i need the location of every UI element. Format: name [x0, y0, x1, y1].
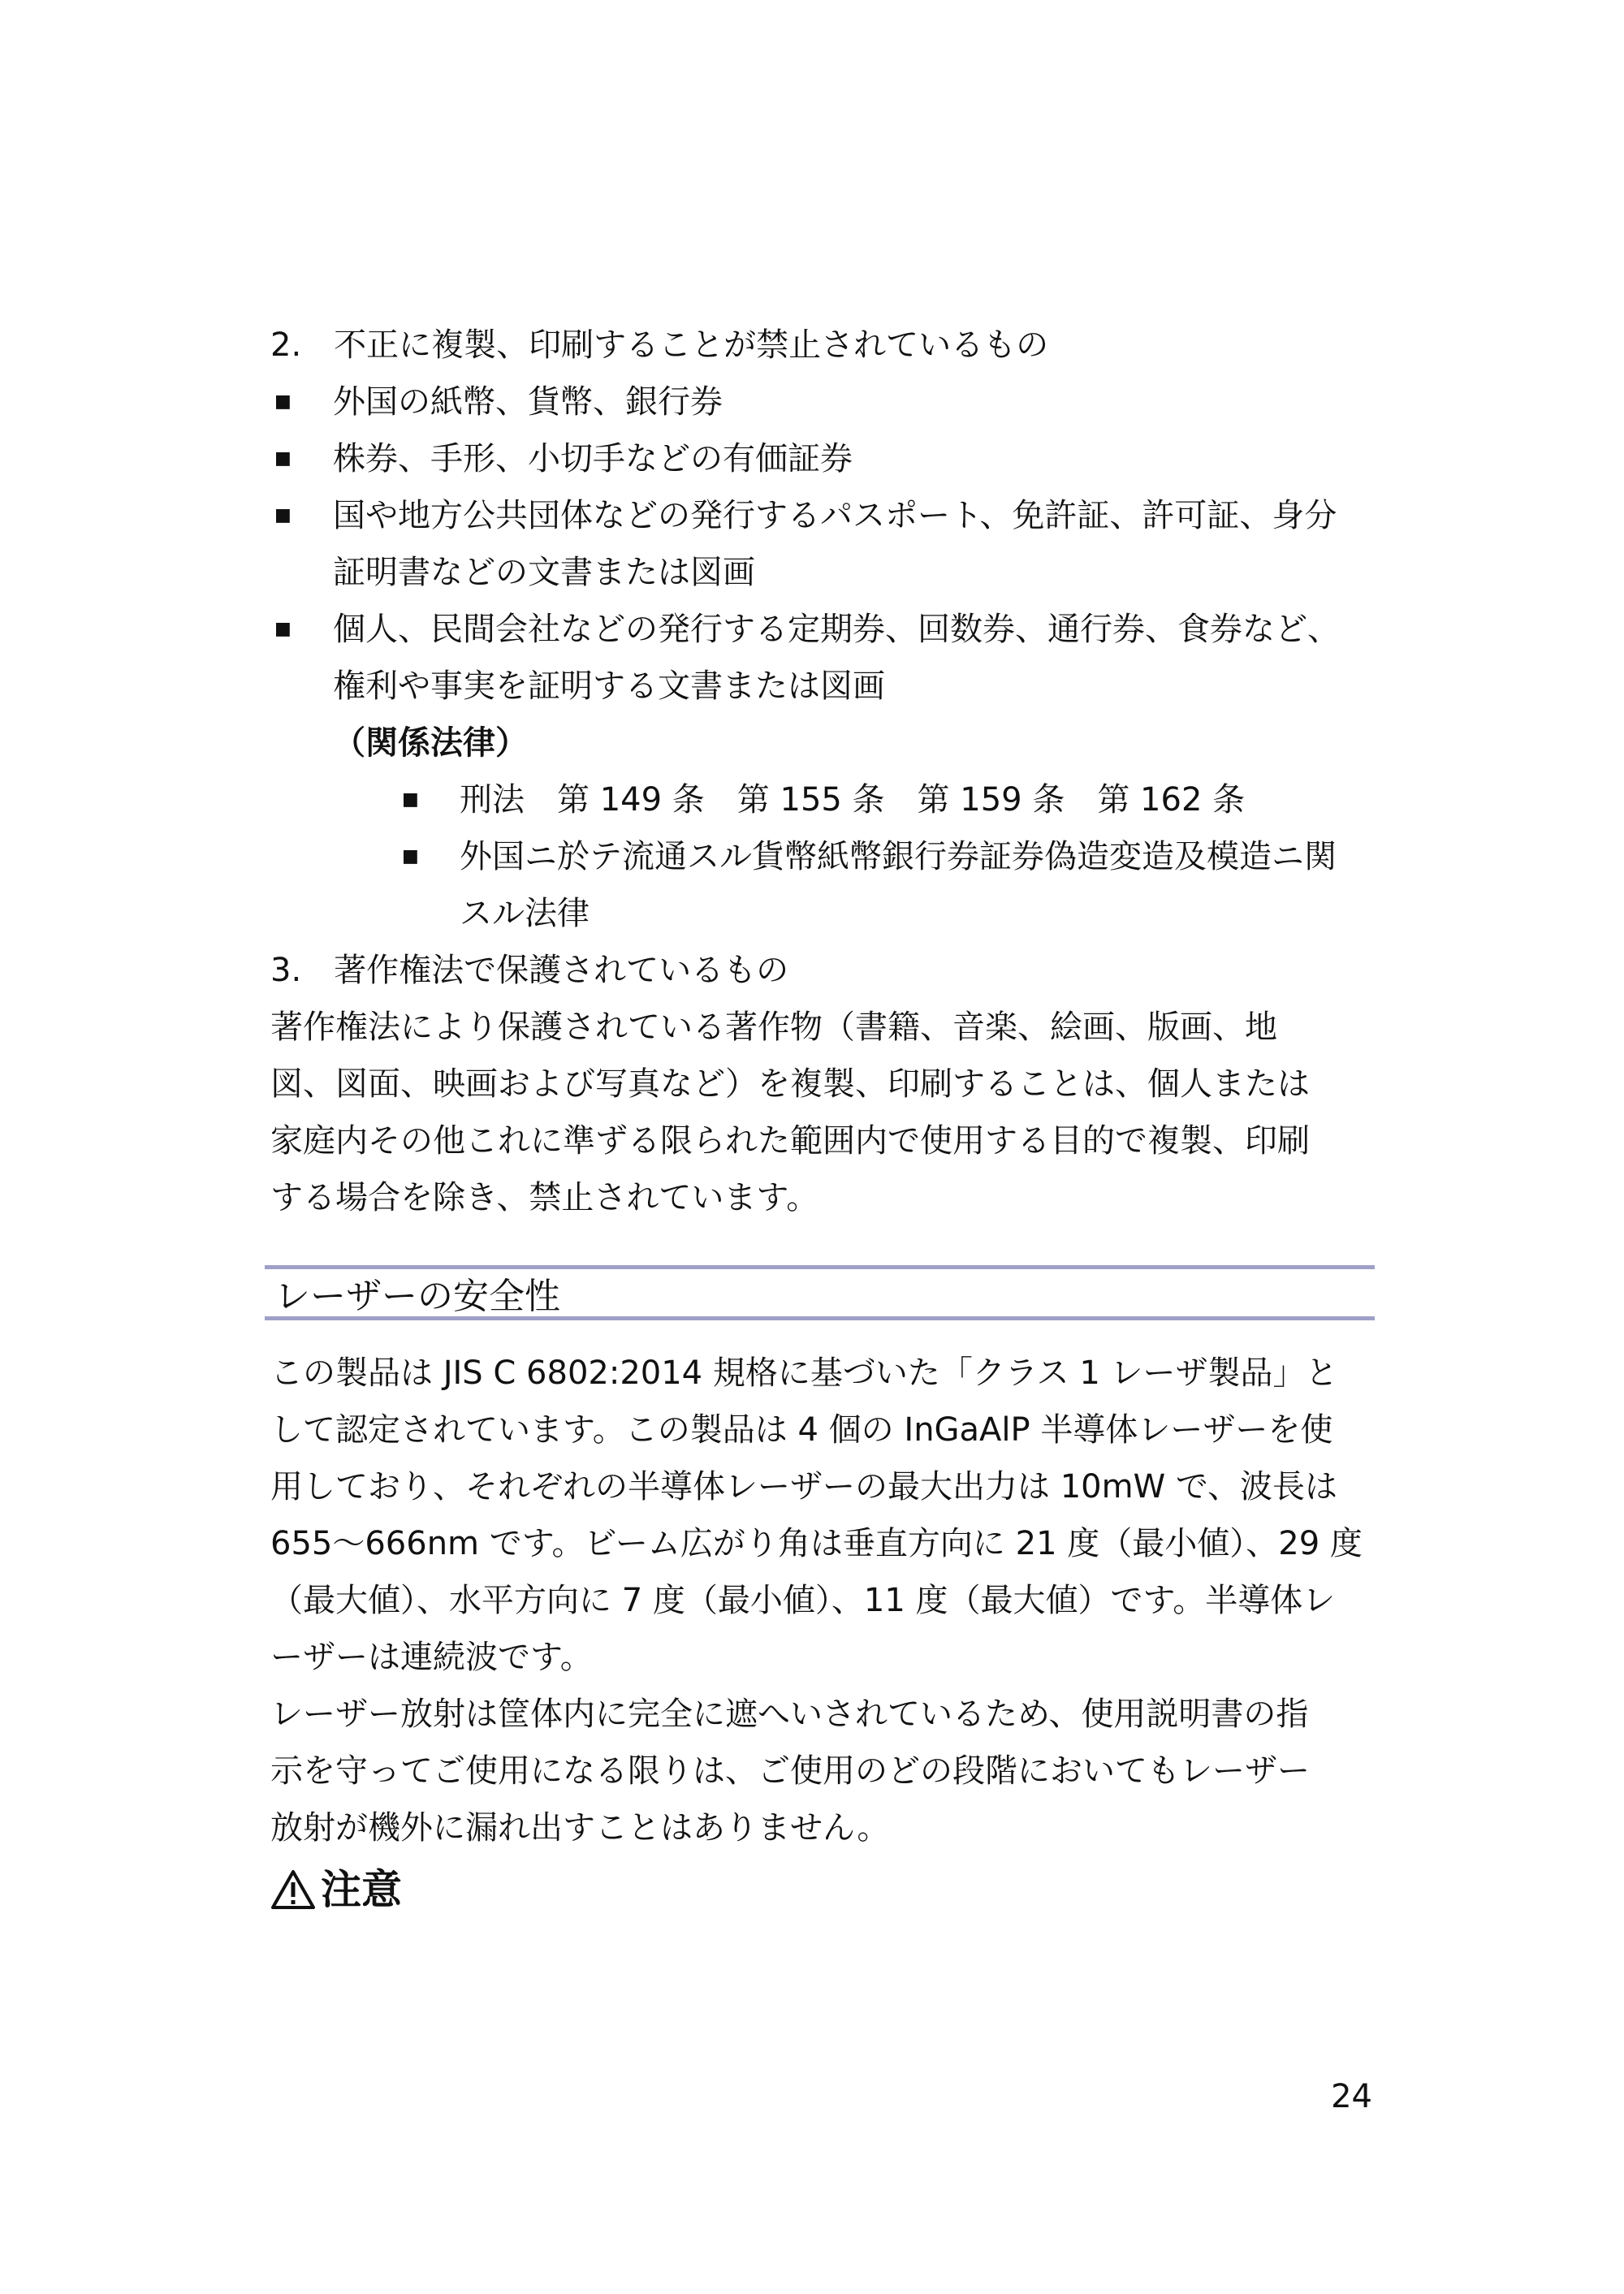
body-line: 示を守ってご使用になる限りは、ご使用のどの段階においてもレーザー [270, 1752, 1310, 1790]
warning-triangle-icon [270, 1868, 316, 1911]
section2-list [270, 374, 1375, 715]
section3-heading: 3. 著作権法で保護されているもの [270, 952, 789, 989]
related-law-label: （関係法律） [333, 724, 528, 762]
list-item [270, 430, 1375, 487]
list-item-line: 株券、手形、小切手などの有価証券 [333, 440, 853, 477]
law-item [270, 828, 1375, 942]
list-item [270, 374, 1375, 430]
list-item-line: 証明書などの文書または図画 [333, 554, 755, 591]
caution-heading [270, 1860, 1375, 1920]
law-item [270, 771, 1375, 828]
law-item-line: 刑法 第 149 条 第 155 条 第 159 条 第 162 条 [460, 781, 1246, 819]
body-line: 放射が機外に漏れ出すことはありません。 [270, 1809, 890, 1847]
section2-heading: 2. 不正に複製、印刷することが禁止されているもの [270, 326, 1049, 364]
laser-body [270, 1345, 1375, 1856]
list-item-line: 権利や事実を証明する文書または図画 [333, 667, 885, 705]
list-item-line: 個人、民間会社などの発行する定期券、回数券、通行券、食券など、 [333, 611, 1340, 648]
list-item-line: 国や地方公共団体などの発行するパスポート、免許証、許可証、身分 [333, 497, 1337, 534]
body-line: レーザー放射は筐体内に完全に遮へいされているため、使用説明書の指 [270, 1696, 1309, 1733]
square-bullet-icon: ■ [274, 619, 292, 639]
body-line: ーザーは連続波です。 [270, 1639, 593, 1676]
square-bullet-icon: ■ [274, 391, 292, 412]
section3-body [270, 999, 1375, 1226]
body-line: 655～666nm です。ビーム広がり角は垂直方向に 21 度（最小値）、29 度 [270, 1525, 1363, 1562]
square-bullet-icon: ■ [274, 505, 292, 525]
list-item-line: 外国の紙幣、貨幣、銀行券 [333, 383, 723, 421]
laser-section-header [265, 1265, 1375, 1320]
list-item [270, 487, 1375, 601]
page-content [270, 317, 1375, 1920]
body-line: 用しており、それぞれの半導体レーザーの最大出力は 10mW で、波長は [270, 1468, 1338, 1506]
body-line: 著作権法により保護されている著作物（書籍、音楽、絵画、版画、地 [270, 1009, 1277, 1046]
body-line: する場合を除き、禁止されています。 [270, 1179, 819, 1216]
body-line: （最大値）、水平方向に 7 度（最小値）、11 度（最大値）です。半導体レ [270, 1582, 1336, 1619]
caution-label: 注意 [321, 1866, 402, 1913]
law-item-line: 外国ニ於テ流通スル貨幣紙幣銀行券証券偽造変造及模造ニ関 [460, 838, 1337, 875]
law-list [270, 771, 1375, 942]
law-item-line: スル法律 [460, 895, 590, 932]
body-line: この製品は JIS C 6802:2014 規格に基づいた「クラス 1 レーザ製品」と [270, 1354, 1338, 1392]
square-bullet-icon: ■ [402, 846, 419, 866]
laser-section-title: レーザーの安全性 [274, 1276, 560, 1317]
body-line: 家庭内その他これに準ずる限られた範囲内で使用する目的で複製、印刷 [270, 1122, 1310, 1160]
page-number: 24 [1331, 2078, 1372, 2115]
body-line: して認定されています。この製品は 4 個の InGaAlP 半導体レーザーを使 [270, 1411, 1333, 1449]
body-line: 図、図面、映画および写真など）を複製、印刷することは、個人または [270, 1065, 1310, 1103]
square-bullet-icon: ■ [402, 789, 419, 810]
list-item [270, 601, 1375, 715]
square-bullet-icon: ■ [274, 448, 292, 469]
